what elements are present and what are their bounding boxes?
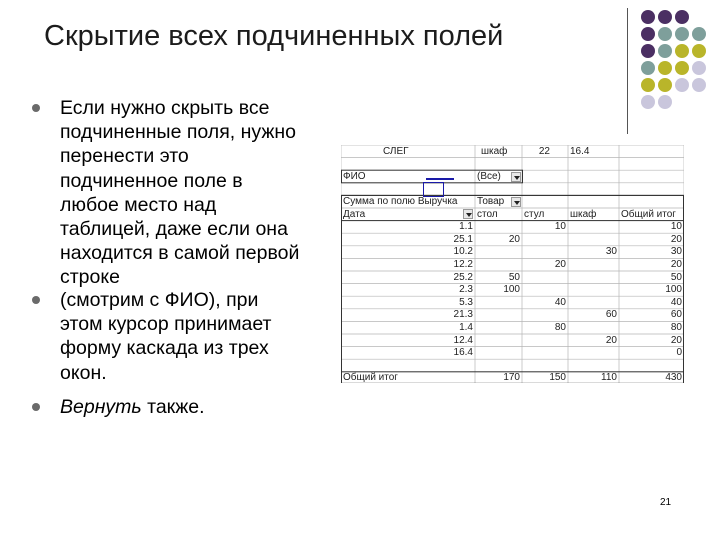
bullet-line: окон. bbox=[60, 361, 107, 384]
top-row-label: СЛЕГ bbox=[383, 145, 409, 157]
top-row-unit: шкаф bbox=[481, 145, 508, 157]
decor-dot bbox=[692, 44, 706, 58]
value-cell: 80 bbox=[554, 321, 566, 333]
column-header: шкаф bbox=[570, 208, 597, 220]
bullet-item bbox=[28, 288, 380, 385]
value-cell: 50 bbox=[508, 271, 520, 283]
bullet-line: таблицей, даже если она bbox=[60, 218, 288, 241]
value-cell: 0 bbox=[676, 347, 682, 359]
bullet-marker-icon bbox=[32, 104, 40, 112]
decor-dot bbox=[692, 27, 706, 41]
column-header: стул bbox=[524, 208, 545, 220]
bullet-line: подчиненные поля, нужно bbox=[60, 121, 296, 144]
value-cell: 60 bbox=[605, 309, 617, 321]
bullet-marker-icon bbox=[32, 296, 40, 304]
total-cell: 150 bbox=[549, 372, 566, 384]
filter-label: ФИО bbox=[343, 170, 366, 182]
date-cell: 25.2 bbox=[453, 271, 473, 283]
bullet-line: этом курсор принимает bbox=[60, 313, 272, 336]
total-cell: 170 bbox=[503, 372, 520, 384]
bullet-line: перенести это bbox=[60, 145, 189, 168]
bullet-item bbox=[28, 96, 380, 290]
decor-dot bbox=[675, 61, 689, 75]
bullet-marker-icon bbox=[32, 403, 40, 411]
date-cell: 1.4 bbox=[459, 321, 473, 333]
decor-dot bbox=[641, 10, 655, 24]
value-cell: 20 bbox=[670, 258, 682, 270]
bullet-text bbox=[60, 395, 380, 419]
decor-dot bbox=[658, 95, 672, 109]
total-cell: 110 bbox=[601, 372, 617, 384]
pivot-data-label: Сумма по полю Выручка bbox=[343, 195, 458, 207]
divider-line bbox=[627, 8, 628, 134]
decor-dot bbox=[641, 27, 655, 41]
date-cell: 21.3 bbox=[453, 309, 473, 321]
value-cell: 20 bbox=[670, 334, 682, 346]
date-cell: 16.4 bbox=[453, 347, 473, 359]
decor-dot bbox=[692, 78, 706, 92]
value-cell: 40 bbox=[670, 296, 682, 308]
total-cell: 430 bbox=[665, 372, 682, 384]
value-cell: 10 bbox=[670, 221, 682, 233]
decor-dot bbox=[658, 44, 672, 58]
page-number: 21 bbox=[660, 497, 672, 508]
date-cell: 12.4 bbox=[453, 334, 473, 346]
column-header: Дата bbox=[343, 208, 366, 220]
decor-dot bbox=[692, 61, 706, 75]
value-cell: 20 bbox=[508, 233, 520, 245]
value-cell: 80 bbox=[670, 321, 682, 333]
bullet-item bbox=[28, 395, 380, 419]
bullet-line: (смотрим с ФИО), при bbox=[60, 289, 259, 311]
decor-dot bbox=[658, 61, 672, 75]
bullet-text bbox=[60, 288, 380, 385]
value-cell: 100 bbox=[503, 284, 520, 296]
row-field-dropdown-icon[interactable] bbox=[463, 209, 473, 219]
column-field-dropdown-icon[interactable] bbox=[511, 197, 521, 207]
bullet-italic-text: Вернуть bbox=[60, 396, 142, 418]
value-cell: 30 bbox=[605, 246, 617, 258]
column-header: стол bbox=[477, 208, 498, 220]
top-row-value: 22 bbox=[538, 145, 550, 157]
total-cell: Общий итог bbox=[343, 372, 398, 384]
date-cell: 25.1 bbox=[453, 233, 473, 245]
bullet-text bbox=[60, 96, 380, 290]
decor-dot bbox=[641, 61, 655, 75]
value-cell: 40 bbox=[554, 296, 566, 308]
date-cell: 12.2 bbox=[453, 258, 473, 270]
bullet-line: форму каскада из трех bbox=[60, 337, 269, 360]
decor-dot bbox=[675, 27, 689, 41]
bullet-line: Если нужно скрыть все bbox=[60, 97, 270, 119]
slide-title: Скрытие всех подчиненных полей bbox=[44, 20, 504, 52]
decor-dot bbox=[641, 95, 655, 109]
filter-dropdown-icon[interactable] bbox=[511, 172, 521, 182]
value-cell: 10 bbox=[554, 221, 566, 233]
bullet-line: находится в самой первой bbox=[60, 242, 300, 265]
value-cell: 100 bbox=[665, 284, 682, 296]
value-cell: 20 bbox=[554, 258, 566, 270]
bullet-line: подчиненное поле в bbox=[60, 169, 243, 192]
pivot-table-screenshot bbox=[341, 145, 684, 383]
decor-dot bbox=[658, 27, 672, 41]
bullet-line: строке bbox=[60, 266, 120, 289]
top-row-value: 16.4 bbox=[570, 145, 590, 157]
cursor-bar bbox=[426, 178, 454, 180]
date-cell: 5.3 bbox=[459, 296, 473, 308]
value-cell: 20 bbox=[670, 233, 682, 245]
value-cell: 50 bbox=[670, 271, 682, 283]
cascade-cursor-icon bbox=[423, 182, 444, 197]
bullet-rest-text: также. bbox=[141, 396, 205, 418]
date-cell: 10.2 bbox=[453, 246, 473, 258]
date-cell: 2.3 bbox=[459, 284, 473, 296]
decorative-dot-grid bbox=[641, 10, 711, 120]
decor-dot bbox=[675, 44, 689, 58]
decor-dot bbox=[675, 78, 689, 92]
decor-dot bbox=[658, 78, 672, 92]
decor-dot bbox=[641, 78, 655, 92]
column-header: Общий итог bbox=[621, 208, 676, 220]
decor-dot bbox=[675, 10, 689, 24]
value-cell: 20 bbox=[605, 334, 617, 346]
pivot-column-field: Товар bbox=[477, 195, 505, 207]
decor-dot bbox=[658, 10, 672, 24]
value-cell: 60 bbox=[670, 309, 682, 321]
filter-value: (Все) bbox=[477, 170, 501, 182]
value-cell: 30 bbox=[670, 246, 682, 258]
decor-dot bbox=[641, 44, 655, 58]
bullet-line: любое место над bbox=[60, 193, 217, 216]
date-cell: 1.1 bbox=[459, 221, 473, 233]
